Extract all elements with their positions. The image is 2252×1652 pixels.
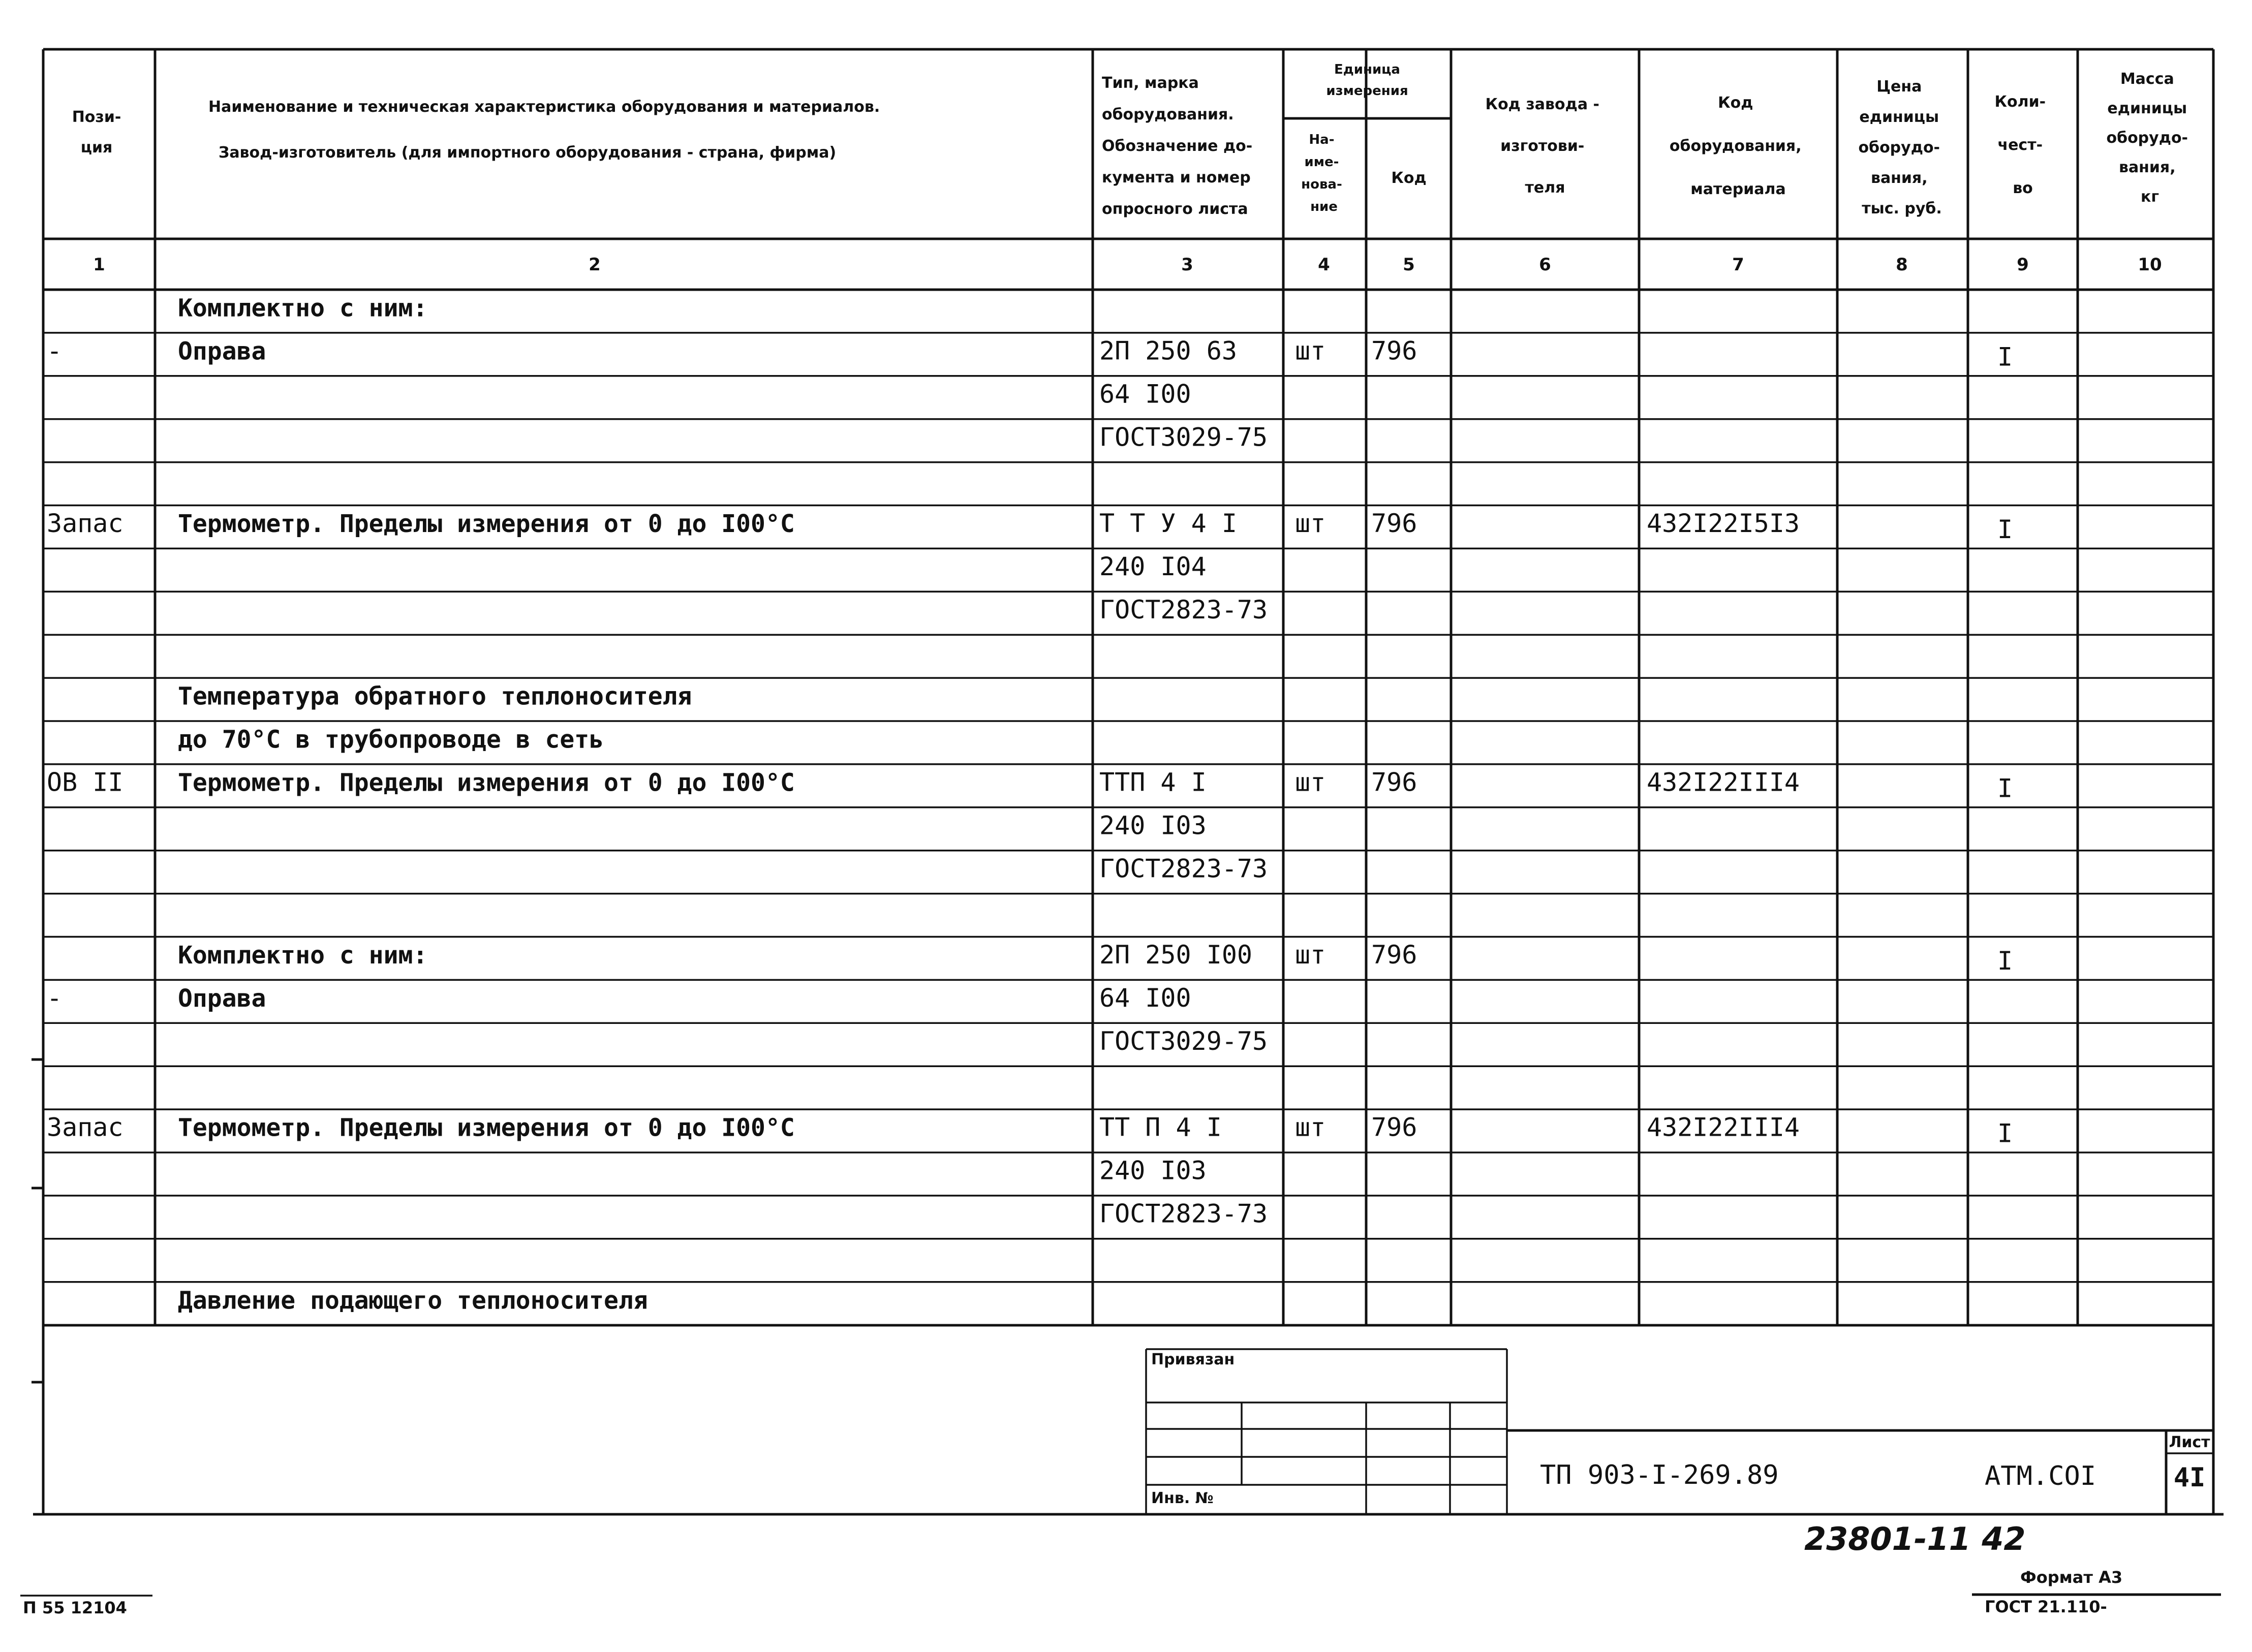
cell-type: ГОСТ3029-75: [1099, 1026, 1268, 1056]
cell-name: Термометр. Пределы измерения от 0 до I00°C: [178, 1113, 795, 1142]
col-number: 7: [1732, 255, 1744, 275]
cell-type: 64 I00: [1099, 983, 1191, 1013]
table-row: [178, 1286, 648, 1315]
cell-unit-name: шт: [1295, 509, 1326, 539]
column-numbers: [93, 255, 2162, 275]
header-price: Цена единицы оборудо- вания, тыс. руб.: [1858, 78, 1942, 217]
cell-name: Комплектно с ним:: [178, 941, 428, 970]
cell-name: Термометр. Пределы измерения от 0 до I00°C: [178, 768, 795, 797]
cell-name: Оправа: [178, 984, 266, 1013]
cell-quantity: I: [1997, 1118, 2013, 1148]
stamp-inventory-number: Инв. №: [1151, 1489, 1214, 1507]
header-name: Наименование и техническая характеристика оборудования и материалов. Завод-изготовитель (для импортного оборудования - страна, фирма): [208, 98, 880, 162]
table-row: [1099, 1199, 1268, 1229]
header-factory-code: Код завода - изготови- теля: [1485, 96, 1599, 197]
col-number: 5: [1403, 255, 1415, 275]
table-row: [178, 294, 427, 323]
header-equipment-code: Код оборудования, материала: [1669, 94, 1802, 198]
table-row: [1099, 1156, 1207, 1186]
cell-unit-code: 796: [1371, 509, 1417, 539]
cell-type: 240 I03: [1099, 1156, 1207, 1186]
col-number: 6: [1539, 255, 1551, 275]
cell-name: до 70°C в трубопроводе в сеть: [178, 725, 604, 754]
sheet-number: 4I: [2173, 1462, 2206, 1493]
cell-unit-code: 796: [1371, 1112, 1417, 1142]
cell-name: Температура обратного теплоносителя: [178, 682, 692, 711]
cell-unit-name: шт: [1295, 940, 1326, 970]
table-row: [1099, 595, 1268, 625]
stamp-privyazan: Привязан: [1151, 1351, 1235, 1368]
header-unit-group: Единица измерения: [1326, 62, 1408, 99]
cell-equipment-code: 432I22I5I3: [1647, 509, 1800, 539]
cell-type: 2П 250 I00: [1099, 940, 1253, 970]
margin-ticks: [32, 1059, 43, 1382]
table-header: [72, 62, 2194, 218]
table-row: [1099, 422, 1268, 452]
cell-name: Давление подающего теплоносителя: [178, 1286, 648, 1315]
cell-unit-code: 796: [1371, 767, 1417, 797]
col-number: 3: [1181, 255, 1193, 275]
col-number: 10: [2138, 255, 2162, 275]
cell-type: ГОСТ3029-75: [1099, 422, 1268, 452]
table-row: [1099, 854, 1268, 883]
sheet-label: Лист: [2169, 1433, 2210, 1451]
cell-position: -: [47, 336, 63, 366]
cell-position: Запас: [47, 509, 124, 539]
cell-type: Т Т У 4 I: [1099, 509, 1237, 539]
cell-position: -: [47, 983, 63, 1013]
cell-quantity: I: [1997, 946, 2013, 976]
cell-name: Оправа: [178, 337, 266, 366]
cell-equipment-code: 432I22III4: [1647, 1112, 1800, 1142]
table-row: [178, 682, 692, 711]
print-code: П 55 12104: [23, 1598, 127, 1617]
cell-unit-code: 796: [1371, 940, 1417, 970]
cell-type: ГОСТ2823-73: [1099, 595, 1268, 625]
col-number: 4: [1318, 255, 1330, 275]
cell-type: ТТП 4 I: [1099, 767, 1207, 797]
table-row: [178, 726, 604, 754]
cell-quantity: I: [1997, 515, 2013, 545]
table-row: [1099, 1026, 1268, 1056]
col-number: 2: [589, 255, 601, 275]
cell-type: 2П 250 63: [1099, 336, 1237, 366]
table-row: [178, 940, 2013, 976]
document-mark: АТМ.COI: [1985, 1461, 2096, 1491]
table-row: [1099, 811, 1207, 840]
cell-type: 240 I03: [1099, 811, 1207, 840]
title-block: [1146, 1349, 2213, 1514]
header-unit-name: На- имe- нова- ние: [1301, 132, 1342, 214]
table-row: [47, 983, 1191, 1013]
table-row: [1099, 552, 1207, 581]
cell-position: ОВ II: [47, 767, 124, 797]
table-row: [47, 1113, 2013, 1148]
col-number: 8: [1896, 255, 1908, 275]
header-quantity: Коли- чест- во: [1994, 93, 2046, 197]
cell-type: 240 I04: [1099, 552, 1207, 582]
cell-unit-name: шт: [1295, 767, 1326, 797]
cell-type: 64 I00: [1099, 379, 1191, 409]
cell-name: Комплектно с ним:: [178, 294, 428, 323]
col-number: 9: [2017, 255, 2029, 275]
cell-type: ГОСТ2823-73: [1099, 1199, 1268, 1229]
header-mass: Масса единицы оборудо- вания, кг: [2106, 70, 2188, 206]
gost-label: ГОСТ 21.110-: [1985, 1597, 2107, 1616]
table-row: [1099, 379, 1191, 409]
header-unit-code: Код: [1391, 169, 1427, 187]
cell-unit-code: 796: [1371, 336, 1417, 366]
cell-type: ГОСТ2823-73: [1099, 854, 1268, 884]
table-row: [47, 768, 2013, 803]
col-number: 1: [93, 255, 105, 275]
archive-number: 23801-11 42: [1804, 1520, 2026, 1557]
document-code: ТП 903-I-269.89: [1540, 1460, 1779, 1490]
cell-unit-name: шт: [1295, 336, 1326, 366]
cell-equipment-code: 432I22III4: [1647, 767, 1800, 797]
cell-unit-name: шт: [1295, 1112, 1326, 1142]
header-position: Пози-ция: [72, 108, 121, 157]
table-body: [47, 294, 2013, 1315]
header-type: Тип, марка оборудования. Обозначение до- кумента и номер опросного листа: [1102, 74, 1253, 218]
cell-name: Термометр. Пределы измерения от 0 до I00°C: [178, 510, 795, 539]
table-row: [47, 336, 2013, 372]
cell-type: ТТ П 4 I: [1099, 1112, 1222, 1142]
table-row: [47, 509, 2013, 544]
cell-quantity: I: [1997, 773, 2013, 803]
cell-position: Запас: [47, 1112, 124, 1142]
format-label: Формат А3: [2020, 1568, 2123, 1587]
cell-quantity: I: [1997, 342, 2013, 372]
